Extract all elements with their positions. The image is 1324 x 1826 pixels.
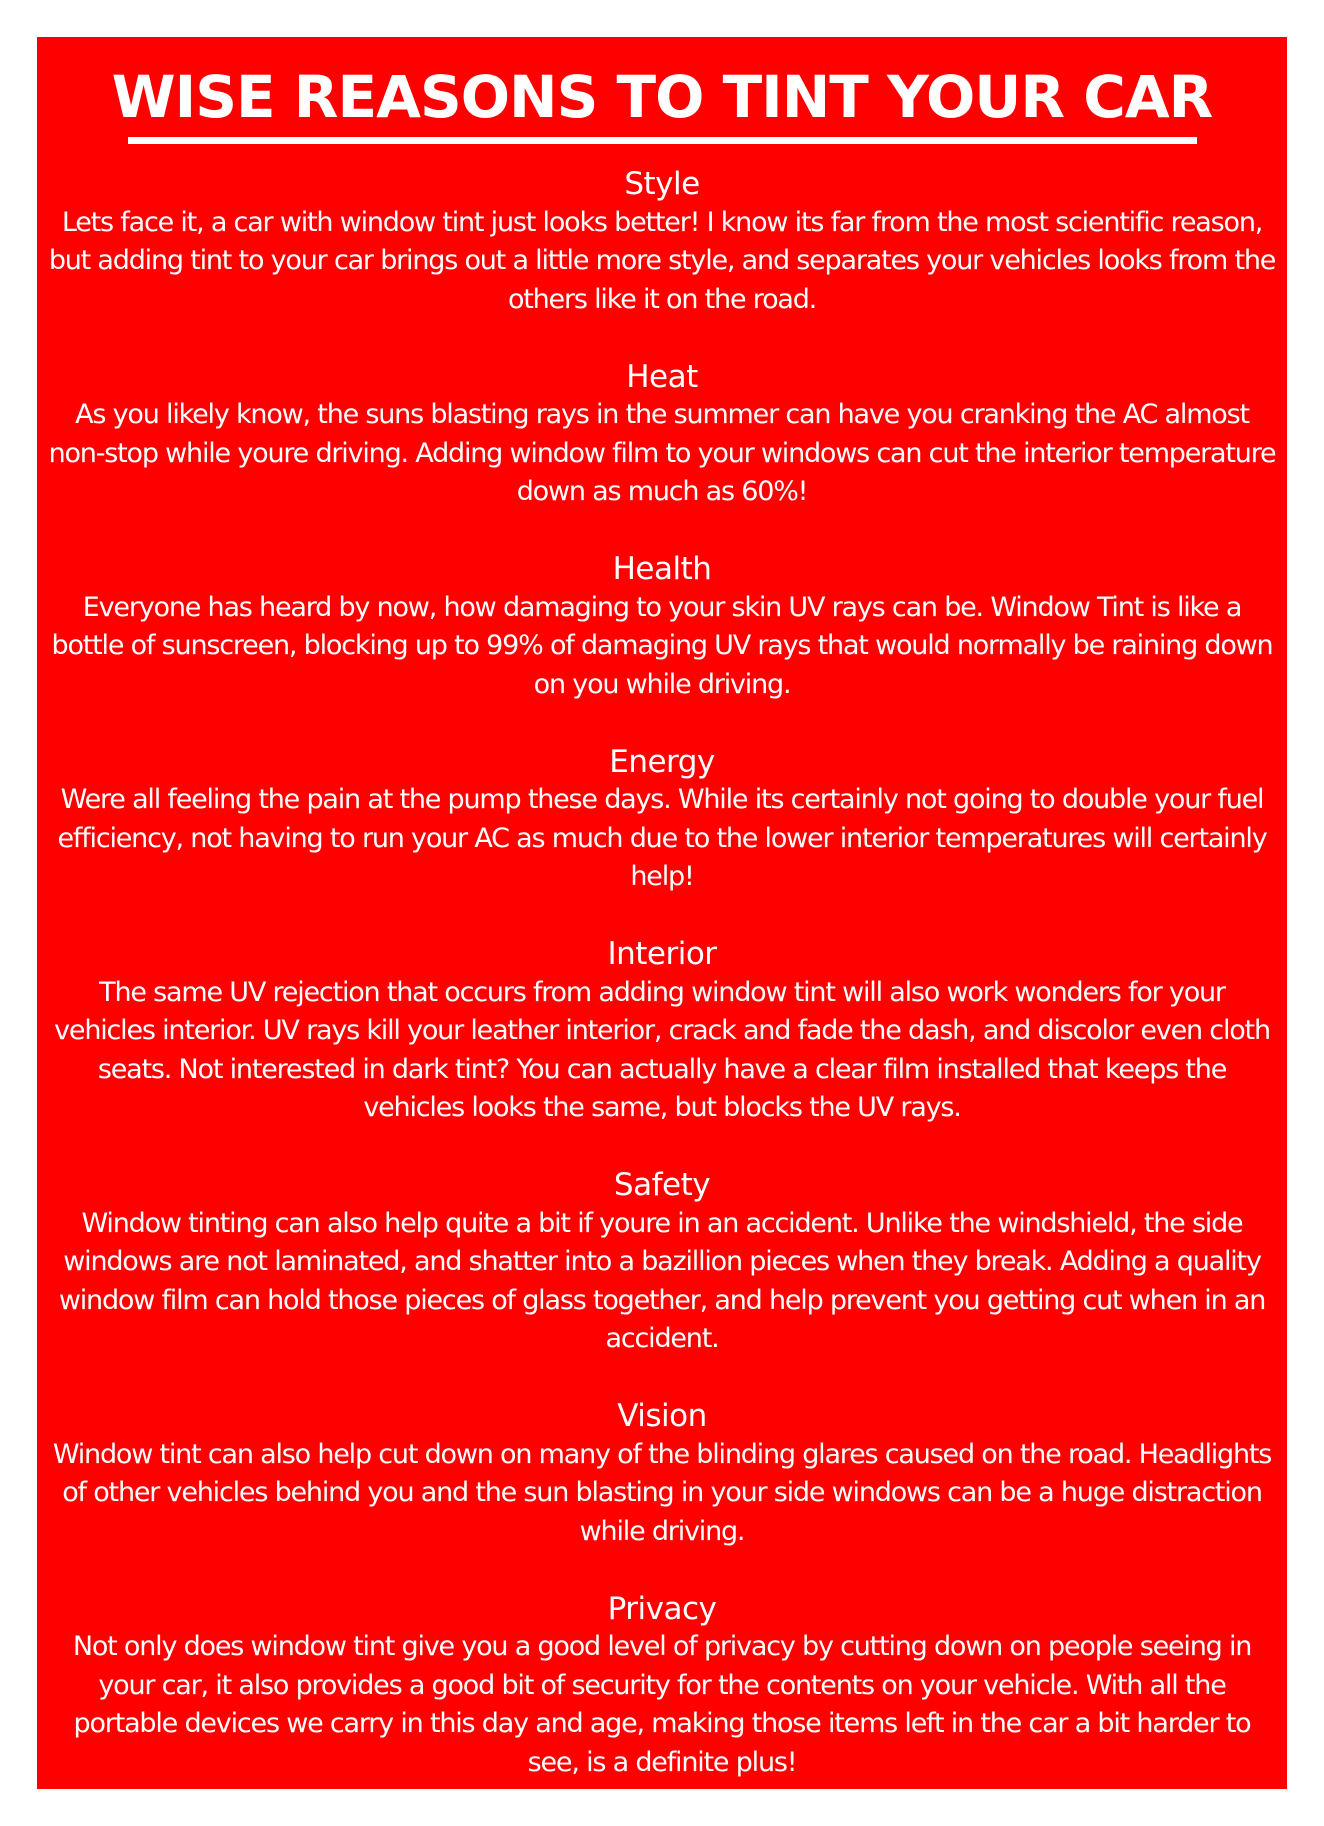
section-heading: Privacy <box>607 1590 717 1627</box>
section-body: Were all feeling the pain at the pump these days. While its certainly not going to double your fuel efficiency, not having to run your AC as much due to the lower interior temperatures will certainly help! <box>57 784 1267 892</box>
section-interior <box>47 935 1277 1128</box>
title-underline <box>128 137 1197 144</box>
section-heading: Heat <box>626 358 698 395</box>
section-heading: Health <box>612 551 712 587</box>
section-heading: Interior <box>607 936 717 972</box>
section-energy <box>47 743 1277 897</box>
poster <box>37 37 1287 1789</box>
section-vision <box>47 1397 1277 1551</box>
section-body: Window tint can also help cut down on many of the blinding glares caused on the road. Headlights of other vehicles behind you and the sun blasting in your side windows can be a huge distraction while driving. <box>52 1438 1272 1547</box>
section-health <box>47 550 1277 704</box>
section-privacy <box>47 1590 1277 1783</box>
section-body: Window tinting can also help quite a bit if youre in an accident. Unlike the windshield, the side windows are not laminated, and shatter into a bazillion pieces when they break. Adding a quality window film can hold those pieces of glass together, and help prevent you getting cut when in an accident. <box>58 1207 1266 1354</box>
poster-title: WISE REASONS TO TINT YOUR CAR <box>111 63 1213 131</box>
section-heading: Vision <box>617 1398 707 1434</box>
section-body: Lets face it, a car with window tint just looks better! I know its far from the most scientific reason, but adding tint to your car brings out a little more style, and separates your vehicles looks from the others like it on the road. <box>48 206 1276 315</box>
section-heading: Style <box>624 166 700 202</box>
section-heading: Safety <box>613 1167 711 1203</box>
section-heat <box>47 358 1277 512</box>
section-style <box>47 165 1277 319</box>
section-body: The same UV rejection that occurs from adding window tint will also work wonders for your vehicles interior. UV rays kill your leather interior, crack and fade the dash, and discolor even cloth seats. Not interested in dark tint? You can actually have a clear film installed that keeps the vehicles looks the same, but blocks the UV rays. <box>54 976 1270 1123</box>
section-body: As you likely know, the suns blasting rays in the summer can have you cranking the AC almost non-stop while youre driving. Adding window film to your windows can cut the interior temperature down as much as 60%! <box>48 399 1276 507</box>
reasons-list <box>47 165 1277 1789</box>
section-heading: Energy <box>609 743 715 780</box>
section-safety <box>47 1166 1277 1359</box>
section-body: Not only does window tint give you a good level of privacy by cutting down on people seeing in your car, it also provides a good bit of security for the contents on your vehicle. With all the portable devices we carry in this day and age, making those items left in the car a bit harder to see, is a definite plus! <box>72 1631 1252 1778</box>
section-body: Everyone has heard by now, how damaging to your skin UV rays can be. Window Tint is like a bottle of sunscreen, blocking up to 99% of damaging UV rays that would normally be raining down on you while driving. <box>51 591 1273 700</box>
